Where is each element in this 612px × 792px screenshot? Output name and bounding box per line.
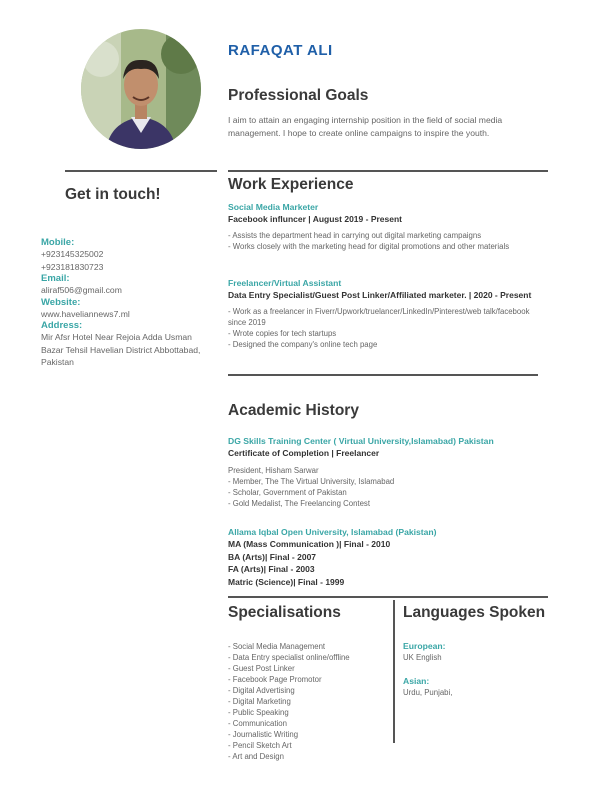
- right-divider-bottom: [228, 596, 548, 598]
- degree: Matric (Science)| Final - 1999: [228, 576, 345, 587]
- website-link[interactable]: www.haveliannews7.ml: [41, 308, 130, 319]
- job-entry: [228, 278, 538, 350]
- degree: BA (Arts)| Final - 2007: [228, 551, 317, 562]
- mobile-number[interactable]: +923181830723: [41, 261, 104, 272]
- list-item: - Public Speaking: [228, 708, 289, 717]
- institution-name: DG Skills Training Center ( Virtual University,Islamabad) Pakistan: [228, 436, 494, 446]
- degree: MA (Mass Communication )| Final - 2010: [228, 539, 391, 549]
- mobile-number[interactable]: +923145325002: [41, 249, 104, 259]
- profile-photo-illustration: [81, 29, 201, 149]
- job-bullet: - Wrote copies for tech startups: [228, 328, 337, 338]
- list-item: - Journalistic Writing: [228, 730, 299, 739]
- job-bullet: - Work as a freelancer in Fiverr/Upwork/truelancer/LinkedIn/Pinterest/web talk/facebook since 2019: [228, 306, 530, 327]
- job-bullet: - Assists the department head in carrying out digital marketing campaigns: [228, 230, 482, 240]
- job-title: Freelancer/Virtual Assistant: [228, 278, 342, 288]
- language-group-value: Urdu, Punjabi,: [403, 688, 453, 697]
- list-item: - Guest Post Linker: [228, 664, 295, 673]
- address-text: Mir Afsr Hotel Near Rejoia Adda Usman Bazar Tehsil Havelian District Abbottabad, Pakistan: [41, 332, 201, 367]
- academic-entry: [228, 436, 548, 509]
- goals-text: I aim to attain an engaging internship position in the field of social media management. I hope to create online campaigns to inspire the youth.: [228, 115, 503, 138]
- list-item: - Data Entry specialist online/offline: [228, 653, 350, 662]
- right-divider-top: [228, 170, 548, 172]
- language-group-label: Asian:: [403, 676, 430, 686]
- right-divider-mid: [228, 374, 538, 376]
- candidate-name: RAFAQAT ALI: [228, 42, 333, 59]
- column-divider: [393, 600, 395, 743]
- academic-line: - Member, The The Virtual University, Islamabad: [228, 476, 395, 486]
- academic-entry: [228, 526, 548, 588]
- degree: FA (Arts)| Final - 2003: [228, 564, 315, 574]
- email-link[interactable]: aliraf506@gmail.com: [41, 285, 122, 295]
- list-item: - Facebook Page Promotor: [228, 675, 322, 684]
- address-label: Address:: [41, 320, 83, 331]
- website-label: Website:: [41, 296, 81, 308]
- left-divider: [65, 170, 217, 172]
- list-item: - Communication: [228, 719, 287, 728]
- mobile-label: Mobile:: [41, 237, 75, 248]
- institution-name: Allama Iqbal Open University, Islamabad (Pakistan): [228, 527, 437, 537]
- languages-heading: Languages Spoken: [403, 604, 546, 621]
- academic-line: - Scholar, Government of Pakistan: [228, 487, 347, 497]
- job-entry: [228, 202, 538, 252]
- language-group-value: UK English: [403, 653, 442, 662]
- profile-photo: [81, 29, 201, 149]
- job-bullet: - Designed the company's online tech page: [228, 339, 378, 349]
- job-subtitle: Facebook influncer | August 2019 - Present: [228, 214, 402, 224]
- academic-line: President, Hisham Sarwar: [228, 465, 319, 475]
- goals-heading: Professional Goals: [228, 87, 369, 104]
- list-item: - Art and Design: [228, 752, 284, 761]
- contact-heading: Get in touch!: [65, 186, 161, 203]
- specialisations-list: [228, 641, 388, 762]
- specialisations-heading: Specialisations: [228, 604, 341, 621]
- work-heading: Work Experience: [228, 176, 354, 193]
- job-bullet: - Works closely with the marketing head for digital promotions and other materials: [228, 241, 510, 251]
- list-item: - Digital Marketing: [228, 697, 291, 706]
- languages-list: [403, 641, 553, 698]
- academic-heading: Academic History: [228, 402, 359, 419]
- list-item: - Social Media Management: [228, 642, 326, 651]
- academic-line: - Gold Medalist, The Freelancing Contest: [228, 498, 371, 508]
- contact-block: [41, 237, 221, 369]
- language-group-label: European:: [403, 641, 446, 651]
- job-subtitle: Data Entry Specialist/Guest Post Linker/Affiliated marketer. | 2020 - Present: [228, 290, 532, 300]
- job-title: Social Media Marketer: [228, 202, 319, 212]
- academic-subtitle: Certificate of Completion | Freelancer: [228, 448, 380, 458]
- list-item: - Pencil Sketch Art: [228, 741, 292, 750]
- email-label: Email:: [41, 273, 70, 284]
- list-item: - Digital Advertising: [228, 686, 295, 695]
